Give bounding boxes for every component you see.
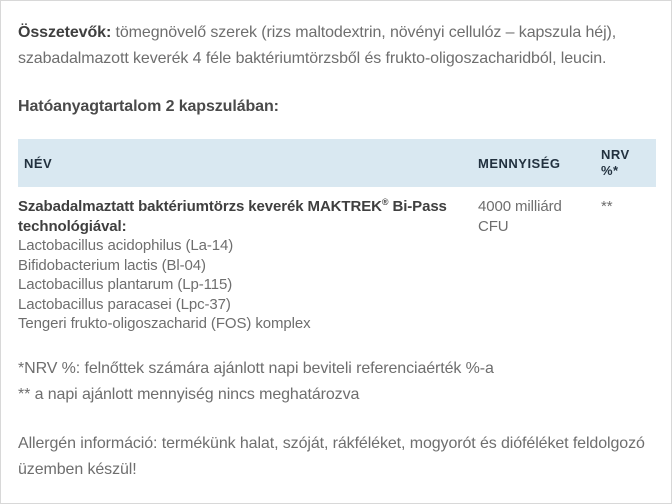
ingredient-name-cell [18,197,472,334]
strain-list-item: Lactobacillus acidophilus (La-14) [18,237,234,254]
ingredients-paragraph [18,20,654,72]
column-header-nrv [595,139,656,187]
ingredients-label: Összetevők: [18,24,112,41]
column-header-name: NÉV [24,155,53,171]
registered-trademark-symbol: ® [381,197,389,207]
table-row [18,187,656,334]
ingredient-title [18,197,472,236]
ingredient-title-text: Szabadalmaztatt baktériumtörzs keverék MAKTREK [18,198,382,215]
column-header-quantity: MENNYISÉG [478,155,561,171]
footnote-daily-amount: ** a napi ajánlott mennyiség nincs meghatározva [18,385,360,403]
footnotes-block [18,356,654,408]
allergen-info-paragraph: Allergén információ: termékünk halat, szóját, rákféléket, mogyorót és dióféléket feldolgozó üzemben készül! [18,434,645,478]
strain-list-item: Tengeri frukto-oligoszacharid (FOS) komplex [18,315,311,332]
quantity-cell: 4000 milliárd CFU [478,198,562,235]
footnote-nrv: *NRV %: felnőttek számára ajánlott napi beviteli referenciaérték %-a [18,359,494,377]
strain-list-item: Bifidobacterium lactis (Bl-04) [18,256,206,274]
nutrition-table [18,139,656,334]
active-ingredients-heading: Hatóanyagtartalom 2 kapszulában: [18,98,279,115]
column-header-nrv-text [601,147,630,179]
nrv-header-line2: %* [601,163,619,178]
strain-list-item: Lactobacillus paracasei (Lpc-37) [18,295,231,313]
ingredients-text: tömegnövelő szerek (rizs maltodextrin, növényi cellulóz – kapszula héj), szabadalmazott keverék 4 féle baktériumtörzsből és frukto-oligoszacharidból, leucin. [18,24,617,67]
nrv-cell: ** [601,198,613,215]
strain-list-item: Lactobacillus plantarum (Lp-115) [18,276,233,293]
ingredient-title-text-cont: Bi-Pass technológiával: [18,198,447,235]
table-header-row [18,139,656,187]
nrv-header-line1: NRV [601,147,630,162]
